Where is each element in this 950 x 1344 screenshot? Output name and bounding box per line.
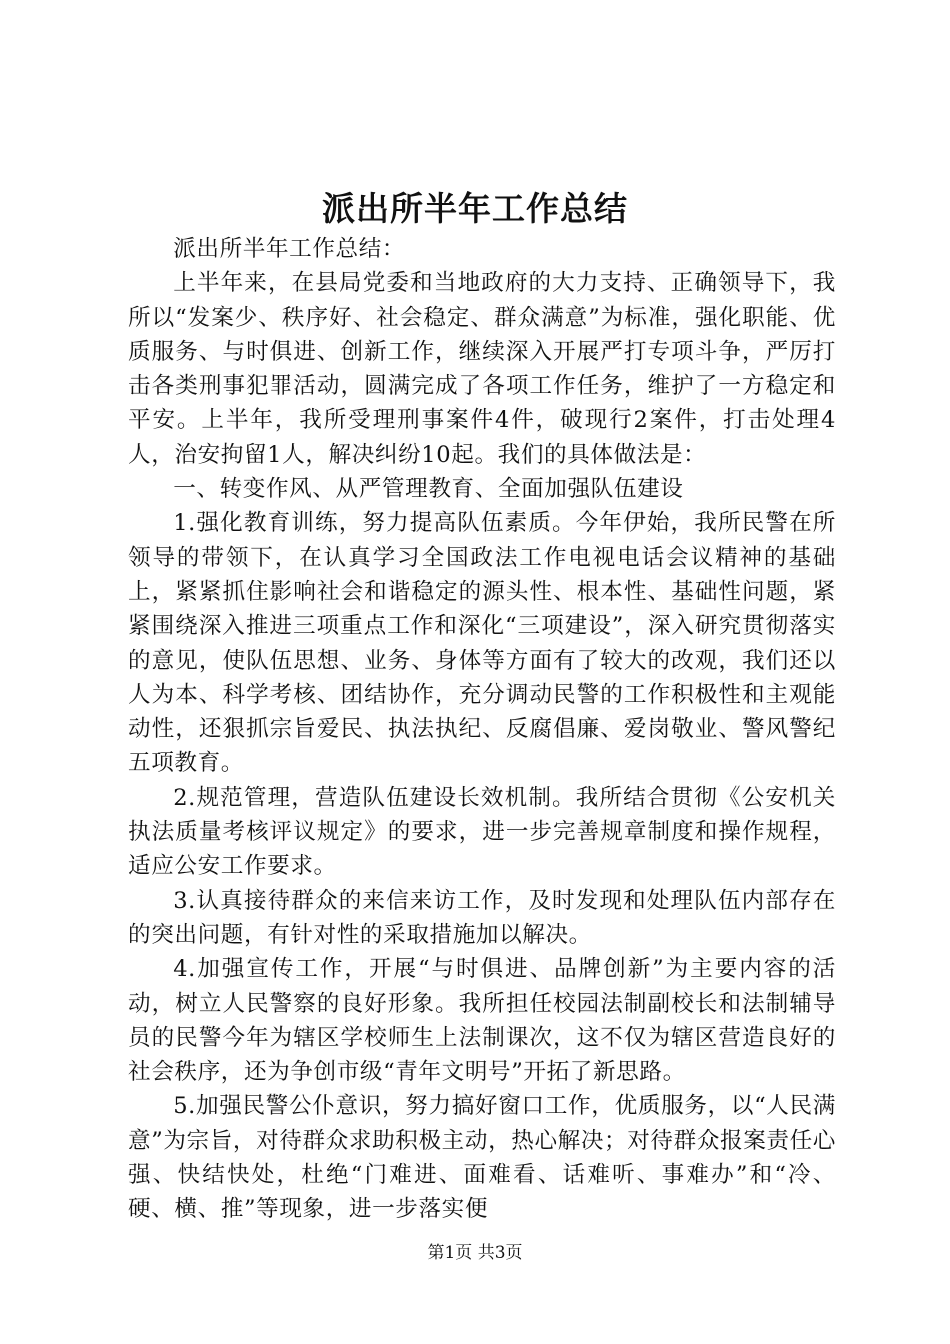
paragraph-item-5: 5.加强民警公仆意识，努力搞好窗口工作，优质服务，以“人民满意”为宗旨，对待群众求助积极主动，热心解决；对待群众报案责任心强、快结快处，杜绝“门难进、面难看、话难听、事难办”和“冷、硬、横、推”等现象，进一步落实便 bbox=[128, 1093, 836, 1223]
paragraph-summary: 上半年来，在县局党委和当地政府的大力支持、正确领导下，我所以“发案少、秩序好、社会稳定、群众满意”为标准，强化职能、优质服务、与时俱进、创新工作，继续深入开展严打专项斗争，严厉打击各类刑事犯罪活动，圆满完成了各项工作任务，维护了一方稳定和平安。上半年，我所受理刑事案件4件，破现行2案件，打击处理4人，治安拘留1人，解决纠纷10起。我们的具体做法是： bbox=[128, 270, 836, 468]
paragraph-item-4: 4.加强宣传工作，开展“与时俱进、品牌创新”为主要内容的活动，树立人民警察的良好形象。我所担任校园法制副校长和法制辅导员的民警今年为辖区学校师生上法制课次，这不仅为辖区营造良好的社会秩序，还为争创市级“青年文明号”开拓了新思路。 bbox=[128, 956, 836, 1086]
paragraph-item-2: 2.规范管理，营造队伍建设长效机制。我所结合贯彻《公安机关执法质量考核评议规定》的要求，进一步完善规章制度和操作规程，适应公安工作要求。 bbox=[128, 784, 836, 880]
section-heading-1: 一、转变作风、从严管理教育、全面加强队伍建设 bbox=[173, 476, 684, 503]
paragraph-item-3: 3.认真接待群众的来信来访工作，及时发现和处理队伍内部存在的突出问题，有针对性的采取措施加以解决。 bbox=[128, 887, 836, 948]
document-title: 派出所半年工作总结 bbox=[322, 189, 628, 228]
document-body bbox=[128, 232, 836, 1227]
page-footer: 第1页 共3页 bbox=[427, 1243, 523, 1263]
paragraph-intro: 派出所半年工作总结： bbox=[173, 236, 406, 262]
paragraph-item-1: 1.强化教育训练，努力提高队伍素质。今年伊始，我所民警在所领导的带领下，在认真学习全国政法工作电视电话会议精神的基础上，紧紧抓住影响社会和谐稳定的源头性、根本性、基础性问题，紧紧围绕深入推进三项重点工作和深化“三项建设”，深入研究贯彻落实的意见，使队伍思想、业务、身体等方面有了较大的改观，我们还以人为本、科学考核、团结协作，充分调动民警的工作积极性和主观能动性，还狠抓宗旨爱民、执法执纪、反腐倡廉、爱岗敬业、警风警纪五项教育。 bbox=[128, 510, 836, 777]
